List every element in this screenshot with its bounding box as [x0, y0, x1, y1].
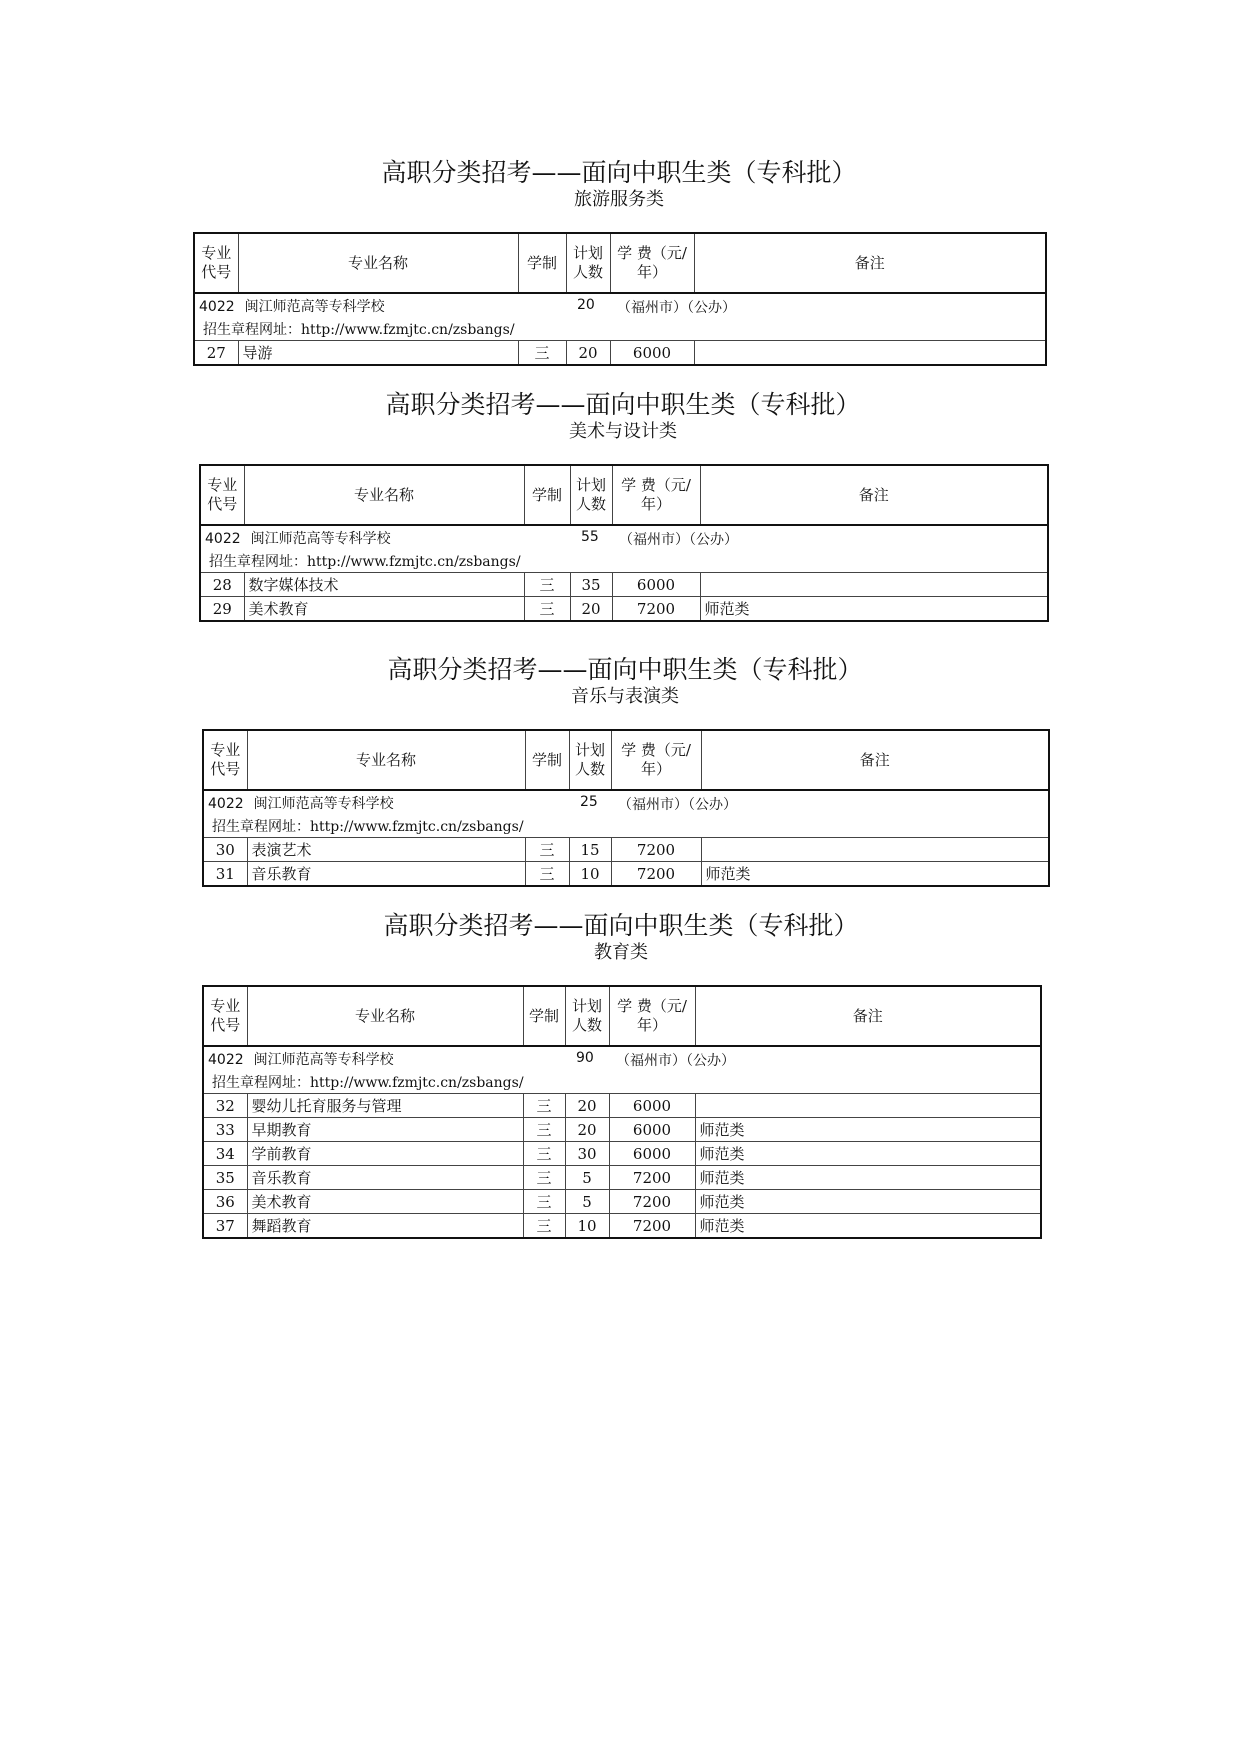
- school-url-row: [203, 814, 1049, 838]
- school-location: （福州市）（公办）: [616, 1053, 735, 1069]
- major-fee: 7200: [609, 1190, 695, 1214]
- table-header-row: [203, 986, 1041, 1046]
- major-years: 三: [524, 597, 570, 622]
- section-title: 高职分类招考——面向中职生类（专科批）: [387, 655, 863, 684]
- header-plan: 计划人数: [566, 233, 610, 293]
- major-years: 三: [523, 1118, 565, 1142]
- header-years: 学制: [518, 233, 566, 293]
- school-cell: [200, 525, 1048, 549]
- school-name: 闽江师范高等专科学校: [250, 530, 391, 547]
- school-name: 闽江师范高等专科学校: [253, 1051, 394, 1068]
- enrollment-table: [202, 985, 1042, 1239]
- admission-url[interactable]: 招生章程网址：http://www.fzmjtc.cn/zsbangs/: [203, 321, 515, 338]
- section-subtitle: 音乐与表演类: [571, 686, 679, 707]
- header-fee: 学 费（元/年）: [610, 233, 694, 293]
- major-years: 三: [523, 1094, 565, 1118]
- major-code: 35: [203, 1166, 247, 1190]
- major-name: 美术教育: [244, 597, 524, 622]
- header-plan: 计划人数: [570, 465, 612, 525]
- school-cell: [203, 790, 1049, 814]
- school-url-row: [200, 549, 1048, 573]
- major-plan: 20: [565, 1094, 609, 1118]
- table-row: [203, 862, 1049, 887]
- section-subtitle: 教育类: [594, 942, 648, 963]
- major-years: 三: [524, 573, 570, 597]
- major-remark: [701, 838, 1049, 862]
- admission-url[interactable]: 招生章程网址：http://www.fzmjtc.cn/zsbangs/: [212, 1074, 524, 1091]
- url-cell: [200, 549, 1048, 573]
- major-code: 28: [200, 573, 244, 597]
- major-fee: 7200: [611, 838, 701, 862]
- major-remark: 师范类: [700, 597, 1048, 622]
- school-quota: 90: [576, 1050, 594, 1066]
- table-row: [203, 1094, 1041, 1118]
- table-row: [203, 1166, 1041, 1190]
- major-fee: 6000: [609, 1118, 695, 1142]
- header-remark: 备注: [694, 233, 1046, 293]
- major-code: 32: [203, 1094, 247, 1118]
- major-years: 三: [523, 1190, 565, 1214]
- header-years: 学制: [523, 986, 565, 1046]
- school-code: 4022: [208, 1051, 244, 1068]
- school-quota: 20: [577, 297, 595, 313]
- school-code: 4022: [205, 530, 241, 547]
- section-subtitle: 旅游服务类: [574, 189, 664, 210]
- major-plan: 20: [565, 1118, 609, 1142]
- table-header-row: [194, 233, 1046, 293]
- major-fee: 6000: [612, 573, 700, 597]
- major-plan: 30: [565, 1142, 609, 1166]
- major-remark: 师范类: [695, 1142, 1041, 1166]
- major-plan: 15: [569, 838, 611, 862]
- table-header-row: [203, 730, 1049, 790]
- major-remark: 师范类: [695, 1214, 1041, 1239]
- header-remark: 备注: [700, 465, 1048, 525]
- major-code: 34: [203, 1142, 247, 1166]
- school-url-row: [194, 317, 1046, 341]
- section-title: 高职分类招考——面向中职生类（专科批）: [383, 911, 859, 940]
- table-row: [203, 838, 1049, 862]
- major-code: 37: [203, 1214, 247, 1239]
- school-row: [203, 790, 1049, 814]
- major-fee: 7200: [611, 862, 701, 887]
- major-remark: [694, 341, 1046, 366]
- table-row: [203, 1214, 1041, 1239]
- header-name: 专业名称: [244, 465, 524, 525]
- major-years: 三: [518, 341, 566, 366]
- major-plan: 10: [565, 1214, 609, 1239]
- header-years: 学制: [525, 730, 569, 790]
- major-remark: 师范类: [695, 1118, 1041, 1142]
- header-fee: 学 费（元/年）: [611, 730, 701, 790]
- major-name: 音乐教育: [247, 862, 525, 887]
- major-name: 导游: [238, 341, 518, 366]
- major-remark: 师范类: [695, 1166, 1041, 1190]
- major-years: 三: [525, 862, 569, 887]
- header-name: 专业名称: [238, 233, 518, 293]
- admission-url[interactable]: 招生章程网址：http://www.fzmjtc.cn/zsbangs/: [209, 553, 521, 570]
- header-years: 学制: [524, 465, 570, 525]
- school-name: 闽江师范高等专科学校: [244, 298, 385, 315]
- table-row: [203, 1190, 1041, 1214]
- major-name: 婴幼儿托育服务与管理: [247, 1094, 523, 1118]
- header-code: 专业代号: [203, 986, 247, 1046]
- url-cell: [203, 814, 1049, 838]
- table-row: [203, 1142, 1041, 1166]
- major-years: 三: [523, 1166, 565, 1190]
- major-plan: 10: [569, 862, 611, 887]
- major-code: 29: [200, 597, 244, 622]
- school-row: [203, 1046, 1041, 1070]
- enrollment-table: [202, 729, 1050, 887]
- major-name: 舞蹈教育: [247, 1214, 523, 1239]
- section-subtitle: 美术与设计类: [569, 421, 677, 442]
- school-url-row: [203, 1070, 1041, 1094]
- header-name: 专业名称: [247, 730, 525, 790]
- table-row: [200, 573, 1048, 597]
- major-remark: [700, 573, 1048, 597]
- school-location: （福州市）（公办）: [617, 300, 736, 316]
- major-years: 三: [523, 1214, 565, 1239]
- major-name: 数字媒体技术: [244, 573, 524, 597]
- enrollment-table: [199, 464, 1049, 622]
- header-plan: 计划人数: [565, 986, 609, 1046]
- admission-url[interactable]: 招生章程网址：http://www.fzmjtc.cn/zsbangs/: [212, 818, 524, 835]
- major-fee: 7200: [612, 597, 700, 622]
- major-code: 33: [203, 1118, 247, 1142]
- major-fee: 6000: [609, 1142, 695, 1166]
- school-name: 闽江师范高等专科学校: [253, 795, 394, 812]
- major-years: 三: [523, 1142, 565, 1166]
- major-code: 31: [203, 862, 247, 887]
- school-quota: 25: [580, 794, 598, 810]
- header-code: 专业代号: [194, 233, 238, 293]
- major-remark: 师范类: [695, 1190, 1041, 1214]
- major-plan: 20: [566, 341, 610, 366]
- header-fee: 学 费（元/年）: [609, 986, 695, 1046]
- header-fee: 学 费（元/年）: [612, 465, 700, 525]
- header-remark: 备注: [701, 730, 1049, 790]
- major-remark: 师范类: [701, 862, 1049, 887]
- major-plan: 20: [570, 597, 612, 622]
- major-fee: 6000: [610, 341, 694, 366]
- school-location: （福州市）（公办）: [618, 797, 737, 813]
- major-fee: 7200: [609, 1166, 695, 1190]
- header-plan: 计划人数: [569, 730, 611, 790]
- major-code: 27: [194, 341, 238, 366]
- major-name: 表演艺术: [247, 838, 525, 862]
- table-row: [200, 597, 1048, 622]
- school-code: 4022: [208, 795, 244, 812]
- table-header-row: [200, 465, 1048, 525]
- major-remark: [695, 1094, 1041, 1118]
- major-years: 三: [525, 838, 569, 862]
- header-remark: 备注: [695, 986, 1041, 1046]
- school-cell: [203, 1046, 1041, 1070]
- major-fee: 7200: [609, 1214, 695, 1239]
- school-quota: 55: [581, 529, 599, 545]
- major-plan: 5: [565, 1190, 609, 1214]
- table-row: [203, 1118, 1041, 1142]
- header-code: 专业代号: [200, 465, 244, 525]
- header-name: 专业名称: [247, 986, 523, 1046]
- section-title: 高职分类招考——面向中职生类（专科批）: [381, 158, 857, 187]
- table-row: [194, 341, 1046, 366]
- major-name: 早期教育: [247, 1118, 523, 1142]
- school-row: [194, 293, 1046, 317]
- school-code: 4022: [199, 298, 235, 315]
- header-code: 专业代号: [203, 730, 247, 790]
- major-name: 美术教育: [247, 1190, 523, 1214]
- url-cell: [203, 1070, 1041, 1094]
- school-row: [200, 525, 1048, 549]
- major-code: 36: [203, 1190, 247, 1214]
- school-cell: [194, 293, 1046, 317]
- major-fee: 6000: [609, 1094, 695, 1118]
- section-title: 高职分类招考——面向中职生类（专科批）: [385, 390, 861, 419]
- school-location: （福州市）（公办）: [619, 532, 738, 548]
- major-name: 音乐教育: [247, 1166, 523, 1190]
- major-plan: 5: [565, 1166, 609, 1190]
- enrollment-table: [193, 232, 1047, 366]
- major-name: 学前教育: [247, 1142, 523, 1166]
- url-cell: [194, 317, 1046, 341]
- major-code: 30: [203, 838, 247, 862]
- major-plan: 35: [570, 573, 612, 597]
